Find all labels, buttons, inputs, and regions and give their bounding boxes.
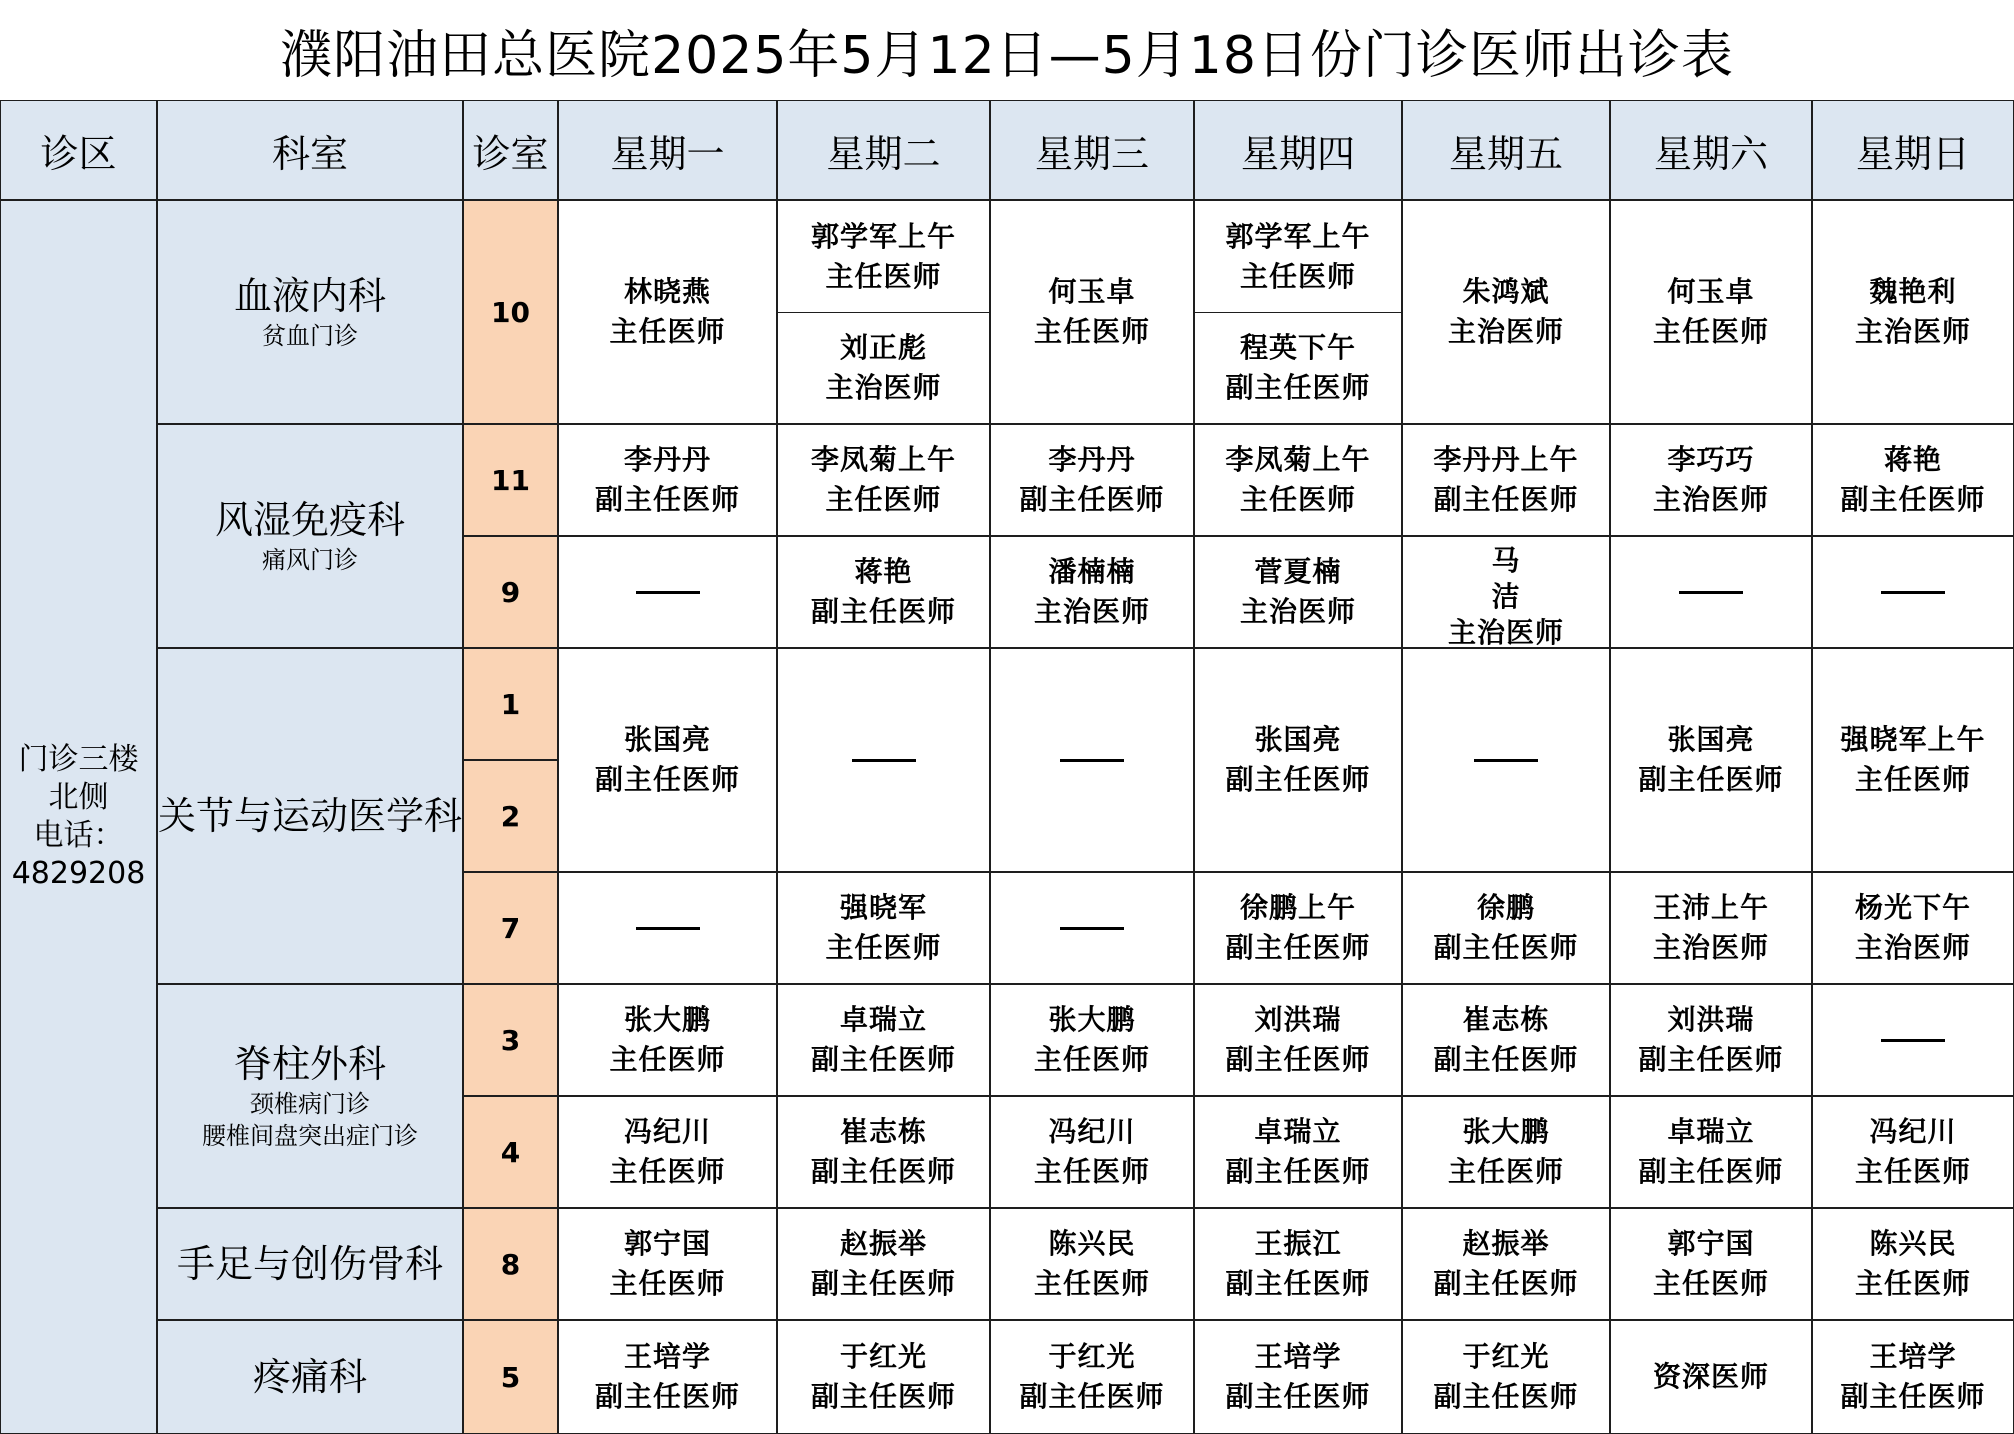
header-day (1610, 100, 1812, 200)
department-clinic: 痛风门诊 (262, 546, 358, 574)
doctor-name: 冯纪川 (1869, 1115, 1957, 1148)
doctor-title: 副主任医师 (1638, 763, 1784, 796)
doctor-title: 主任医师 (825, 931, 942, 964)
schedule-subcell-am (778, 201, 989, 313)
doctor-name: 张国亮 (1254, 723, 1342, 756)
schedule-cell (777, 200, 990, 424)
schedule-cell (1812, 536, 2014, 648)
doctor-name: 冯纪川 (1048, 1115, 1136, 1148)
doctor-title: 主任医师 (609, 315, 726, 348)
doctor-title: 副主任医师 (1225, 1267, 1371, 1300)
doctor-name: 郭宁国 (623, 1227, 711, 1260)
schedule-cell (1402, 200, 1610, 424)
zone-name: 门诊三楼 (18, 742, 139, 777)
department-cell (157, 984, 463, 1208)
doctor-title: 副主任医师 (1433, 1267, 1579, 1300)
room-number: 8 (500, 1247, 521, 1281)
room-number-cell (463, 872, 558, 984)
schedule-cell (777, 1096, 990, 1208)
empty-slot-dash (1679, 591, 1743, 594)
schedule-cell (558, 648, 777, 872)
doctor-name: 刘洪瑞 (1254, 1003, 1342, 1036)
doctor-title: 主治医师 (1033, 595, 1150, 628)
doctor-name: 王培学 (1254, 1340, 1342, 1373)
empty-slot-dash (852, 759, 916, 762)
doctor-title: 副主任医师 (1433, 1380, 1579, 1413)
doctor-name: 卓瑞立 (1667, 1115, 1755, 1148)
schedule-cell (777, 872, 990, 984)
room-number: 10 (491, 295, 530, 329)
department-cell (157, 1208, 463, 1320)
schedule-cell (1402, 424, 1610, 536)
schedule-cell (1812, 984, 2014, 1096)
doctor-title: 洁 (1491, 580, 1521, 613)
doctor-title: 主任医师 (609, 1155, 726, 1188)
room-number-cell (463, 424, 558, 536)
header-day (1812, 100, 2014, 200)
header-day-label: 星期三 (1034, 131, 1149, 176)
doctor-title: 主任医师 (1033, 1155, 1150, 1188)
room-number-cell (463, 536, 558, 648)
doctor-name: 于红光 (839, 1340, 927, 1373)
doctor-title: 主任医师 (1033, 1267, 1150, 1300)
doctor-title: 主任医师 (1033, 1043, 1150, 1076)
schedule-cell (1402, 1320, 1610, 1434)
schedule-cell (990, 984, 1194, 1096)
schedule-cell (1812, 200, 2014, 424)
doctor-title: 副主任医师 (1019, 483, 1165, 516)
doctor-name: 张大鹏 (1048, 1003, 1136, 1036)
doctor-name: 资深医师 (1652, 1360, 1769, 1393)
doctor-title: 主任医师 (1239, 259, 1356, 293)
doctor-name: 李丹丹 (623, 443, 711, 476)
doctor-name: 潘楠楠 (1048, 555, 1136, 588)
schedule-subcell-pm (778, 312, 989, 423)
zone-phone-label: 电话： (33, 818, 124, 853)
doctor-name: 杨光下午 (1854, 891, 1971, 924)
schedule-cell (1194, 1096, 1402, 1208)
zone-phone: 4829208 (11, 856, 146, 891)
schedule-cell (1610, 1208, 1812, 1320)
schedule-cell (1812, 1320, 2014, 1434)
doctor-name: 何玉卓 (1667, 275, 1755, 308)
header-zone-label: 诊区 (40, 131, 117, 176)
schedule-cell (777, 424, 990, 536)
doctor-title: 副主任医师 (1225, 931, 1371, 964)
zone-cell (0, 200, 157, 1434)
doctor-name: 王培学 (623, 1340, 711, 1373)
doctor-title: 副主任医师 (810, 1380, 956, 1413)
schedule-cell (1812, 1208, 2014, 1320)
doctor-name: 强晓军上午 (1840, 723, 1986, 756)
doctor-name: 魏艳利 (1869, 275, 1957, 308)
schedule-cell (1610, 200, 1812, 424)
doctor-title: 主任医师 (1033, 315, 1150, 348)
department-name: 疼痛科 (252, 1355, 367, 1399)
schedule-cell (1194, 536, 1402, 648)
schedule-cell (1610, 536, 1812, 648)
doctor-title: 主治医师 (1854, 315, 1971, 348)
doctor-title: 副主任医师 (1840, 483, 1986, 516)
doctor-name: 郭宁国 (1667, 1227, 1755, 1260)
room-number-cell (463, 1320, 558, 1434)
doctor-title: 主任医师 (1447, 1155, 1564, 1188)
doctor-name: 张国亮 (1667, 723, 1755, 756)
doctor-name: 李丹丹上午 (1433, 443, 1579, 476)
schedule-cell (1610, 1320, 1812, 1434)
schedule-cell (558, 1320, 777, 1434)
doctor-title: 主任医师 (825, 259, 942, 293)
empty-slot-dash (1881, 591, 1945, 594)
header-day (1194, 100, 1402, 200)
doctor-title: 主任医师 (1652, 315, 1769, 348)
doctor-name: 郭学军上午 (810, 219, 956, 253)
schedule-cell (1402, 648, 1610, 872)
schedule-cell (777, 536, 990, 648)
doctor-title: 主任医师 (1854, 763, 1971, 796)
doctor-title: 主治医师 (1854, 931, 1971, 964)
room-number: 11 (491, 463, 530, 497)
doctor-title: 主任医师 (1854, 1155, 1971, 1188)
schedule-cell (1402, 1208, 1610, 1320)
doctor-name: 张大鹏 (623, 1003, 711, 1036)
header-day (558, 100, 777, 200)
schedule-cell (558, 872, 777, 984)
doctor-name: 菅夏楠 (1254, 555, 1342, 588)
doctor-name: 程英下午 (1239, 330, 1356, 364)
doctor-title: 副主任医师 (1638, 1043, 1784, 1076)
schedule-cell (1812, 424, 2014, 536)
doctor-name: 徐鹏 (1476, 891, 1535, 924)
department-name: 风湿免疫科 (214, 498, 405, 542)
department-cell (157, 424, 463, 648)
room-number: 7 (500, 911, 521, 945)
doctor-name: 郭学军上午 (1225, 219, 1371, 253)
doctor-title: 副主任医师 (1019, 1380, 1165, 1413)
schedule-cell (1194, 648, 1402, 872)
doctor-name: 于红光 (1048, 1340, 1136, 1373)
schedule-cell (1402, 1096, 1610, 1208)
doctor-title: 主治医师 (1447, 616, 1564, 648)
schedule-cell (990, 1208, 1194, 1320)
schedule-cell (1194, 200, 1402, 424)
doctor-name: 崔志栋 (1462, 1003, 1550, 1036)
header-dept (157, 100, 463, 200)
room-number-cell (463, 648, 558, 760)
schedule-cell (558, 1208, 777, 1320)
department-name: 关节与运动医学科 (158, 794, 463, 838)
schedule-cell (1610, 1096, 1812, 1208)
department-name: 血液内科 (233, 274, 386, 318)
doctor-title: 主任医师 (609, 1267, 726, 1300)
schedule-subcell-pm (1195, 312, 1401, 423)
doctor-title: 主任医师 (1652, 1267, 1769, 1300)
doctor-name: 蒋艳 (854, 555, 913, 588)
doctor-name: 李巧巧 (1667, 443, 1755, 476)
schedule-cell (558, 1096, 777, 1208)
schedule-cell (558, 424, 777, 536)
header-dept-label: 科室 (271, 131, 348, 176)
doctor-name: 卓瑞立 (839, 1003, 927, 1036)
doctor-name: 王培学 (1869, 1340, 1957, 1373)
doctor-title: 副主任医师 (1433, 483, 1579, 516)
schedule-subcell-am (1195, 201, 1401, 313)
doctor-title: 主任医师 (1239, 483, 1356, 516)
doctor-name: 崔志栋 (839, 1115, 927, 1148)
department-cell (157, 1320, 463, 1434)
empty-slot-dash (1474, 759, 1538, 762)
header-day-label: 星期一 (610, 131, 725, 176)
schedule-table (0, 100, 2014, 1434)
doctor-title: 主治医师 (1239, 595, 1356, 628)
schedule-cell (1812, 872, 2014, 984)
doctor-name: 于红光 (1462, 1340, 1550, 1373)
doctor-title: 副主任医师 (810, 1043, 956, 1076)
header-day (777, 100, 990, 200)
header-day-label: 星期日 (1855, 131, 1970, 176)
schedule-cell (1610, 984, 1812, 1096)
doctor-name: 李凤菊上午 (1225, 443, 1371, 476)
empty-slot-dash (1060, 759, 1124, 762)
doctor-name: 林晓燕 (623, 275, 711, 308)
doctor-title: 主治医师 (1652, 483, 1769, 516)
room-number-cell (463, 1096, 558, 1208)
doctor-title: 副主任医师 (1433, 931, 1579, 964)
schedule-cell (1194, 1208, 1402, 1320)
schedule-cell (1402, 984, 1610, 1096)
room-number: 5 (500, 1360, 521, 1394)
schedule-cell (990, 424, 1194, 536)
room-number-cell (463, 984, 558, 1096)
empty-slot-dash (1881, 1039, 1945, 1042)
room-number: 4 (500, 1135, 521, 1169)
department-clinic: 颈椎病门诊 (250, 1090, 370, 1118)
department-cell (157, 200, 463, 424)
schedule-cell (990, 536, 1194, 648)
schedule-cell (1194, 984, 1402, 1096)
doctor-name: 赵振举 (1462, 1227, 1550, 1260)
schedule-cell (1402, 872, 1610, 984)
empty-slot-dash (636, 927, 700, 930)
header-day-label: 星期二 (826, 131, 941, 176)
empty-slot-dash (1060, 927, 1124, 930)
empty-slot-dash (636, 591, 700, 594)
room-number-cell (463, 760, 558, 872)
room-number: 2 (500, 799, 521, 833)
doctor-name: 蒋艳 (1883, 443, 1942, 476)
schedule-cell (1194, 872, 1402, 984)
doctor-title: 主任医师 (1854, 1267, 1971, 1300)
doctor-name: 徐鹏上午 (1239, 891, 1356, 924)
header-day (1402, 100, 1610, 200)
doctor-name: 冯纪川 (623, 1115, 711, 1148)
header-day-label: 星期五 (1448, 131, 1563, 176)
schedule-cell (558, 536, 777, 648)
schedule-cell (1610, 648, 1812, 872)
doctor-name: 王沛上午 (1652, 891, 1769, 924)
doctor-title: 副主任医师 (1225, 370, 1371, 404)
header-day (990, 100, 1194, 200)
department-clinic: 腰椎间盘突出症门诊 (202, 1122, 418, 1150)
schedule-cell (1402, 536, 1610, 648)
schedule-cell (990, 1096, 1194, 1208)
doctor-title: 副主任医师 (1225, 763, 1371, 796)
schedule-cell (1194, 424, 1402, 536)
room-number: 9 (500, 575, 521, 609)
schedule-cell (1610, 424, 1812, 536)
header-day-label: 星期四 (1240, 131, 1355, 176)
room-number-cell (463, 200, 558, 424)
department-name: 脊柱外科 (233, 1042, 386, 1086)
schedule-cell (1194, 1320, 1402, 1434)
schedule-cell (1812, 1096, 2014, 1208)
schedule-cell (990, 872, 1194, 984)
doctor-name: 王振江 (1254, 1227, 1342, 1260)
schedule-cell (777, 1320, 990, 1434)
room-number: 1 (500, 687, 521, 721)
doctor-name: 张大鹏 (1462, 1115, 1550, 1148)
doctor-name: 马 (1491, 544, 1521, 577)
schedule-cell (777, 1208, 990, 1320)
department-clinic: 贫血门诊 (262, 322, 358, 350)
doctor-title: 副主任医师 (594, 483, 740, 516)
doctor-title: 主治医师 (1652, 931, 1769, 964)
doctor-title: 副主任医师 (594, 763, 740, 796)
doctor-title: 副主任医师 (1433, 1043, 1579, 1076)
header-zone (0, 100, 157, 200)
department-name: 手足与创伤骨科 (176, 1242, 443, 1286)
doctor-title: 主治医师 (825, 370, 942, 404)
schedule-cell (777, 984, 990, 1096)
doctor-name: 强晓军 (839, 891, 927, 924)
doctor-title: 主治医师 (1447, 315, 1564, 348)
doctor-title: 副主任医师 (1225, 1380, 1371, 1413)
doctor-title: 副主任医师 (1225, 1155, 1371, 1188)
schedule-cell (558, 200, 777, 424)
doctor-title: 主任医师 (825, 483, 942, 516)
doctor-name: 刘正彪 (839, 330, 927, 364)
room-number-cell (463, 1208, 558, 1320)
doctor-title: 副主任医师 (594, 1380, 740, 1413)
schedule-cell (777, 648, 990, 872)
doctor-name: 刘洪瑞 (1667, 1003, 1755, 1036)
schedule-cell (990, 1320, 1194, 1434)
department-cell (157, 648, 463, 984)
doctor-name: 何玉卓 (1048, 275, 1136, 308)
zone-name: 北侧 (48, 780, 109, 815)
doctor-name: 陈兴民 (1048, 1227, 1136, 1260)
schedule-cell (558, 984, 777, 1096)
doctor-title: 副主任医师 (810, 1267, 956, 1300)
room-number: 3 (500, 1023, 521, 1057)
doctor-name: 张国亮 (623, 723, 711, 756)
header-room-label: 诊室 (472, 131, 549, 176)
doctor-title: 副主任医师 (1638, 1155, 1784, 1188)
schedule-cell (990, 648, 1194, 872)
doctor-name: 朱鸿斌 (1462, 275, 1550, 308)
doctor-title: 主任医师 (609, 1043, 726, 1076)
doctor-name: 李丹丹 (1048, 443, 1136, 476)
schedule-cell (1812, 648, 2014, 872)
schedule-cell (990, 200, 1194, 424)
doctor-title: 副主任医师 (1225, 1043, 1371, 1076)
doctor-title: 副主任医师 (810, 595, 956, 628)
header-room (463, 100, 558, 200)
page-title: 濮阳油田总医院2025年5月12日—5月18日份门诊医师出诊表 (280, 25, 1734, 86)
doctor-name: 卓瑞立 (1254, 1115, 1342, 1148)
doctor-title: 副主任医师 (810, 1155, 956, 1188)
doctor-name: 赵振举 (839, 1227, 927, 1260)
doctor-name: 李凤菊上午 (810, 443, 956, 476)
doctor-title: 副主任医师 (1840, 1380, 1986, 1413)
schedule-cell (1610, 872, 1812, 984)
doctor-name: 陈兴民 (1869, 1227, 1957, 1260)
header-day-label: 星期六 (1653, 131, 1768, 176)
